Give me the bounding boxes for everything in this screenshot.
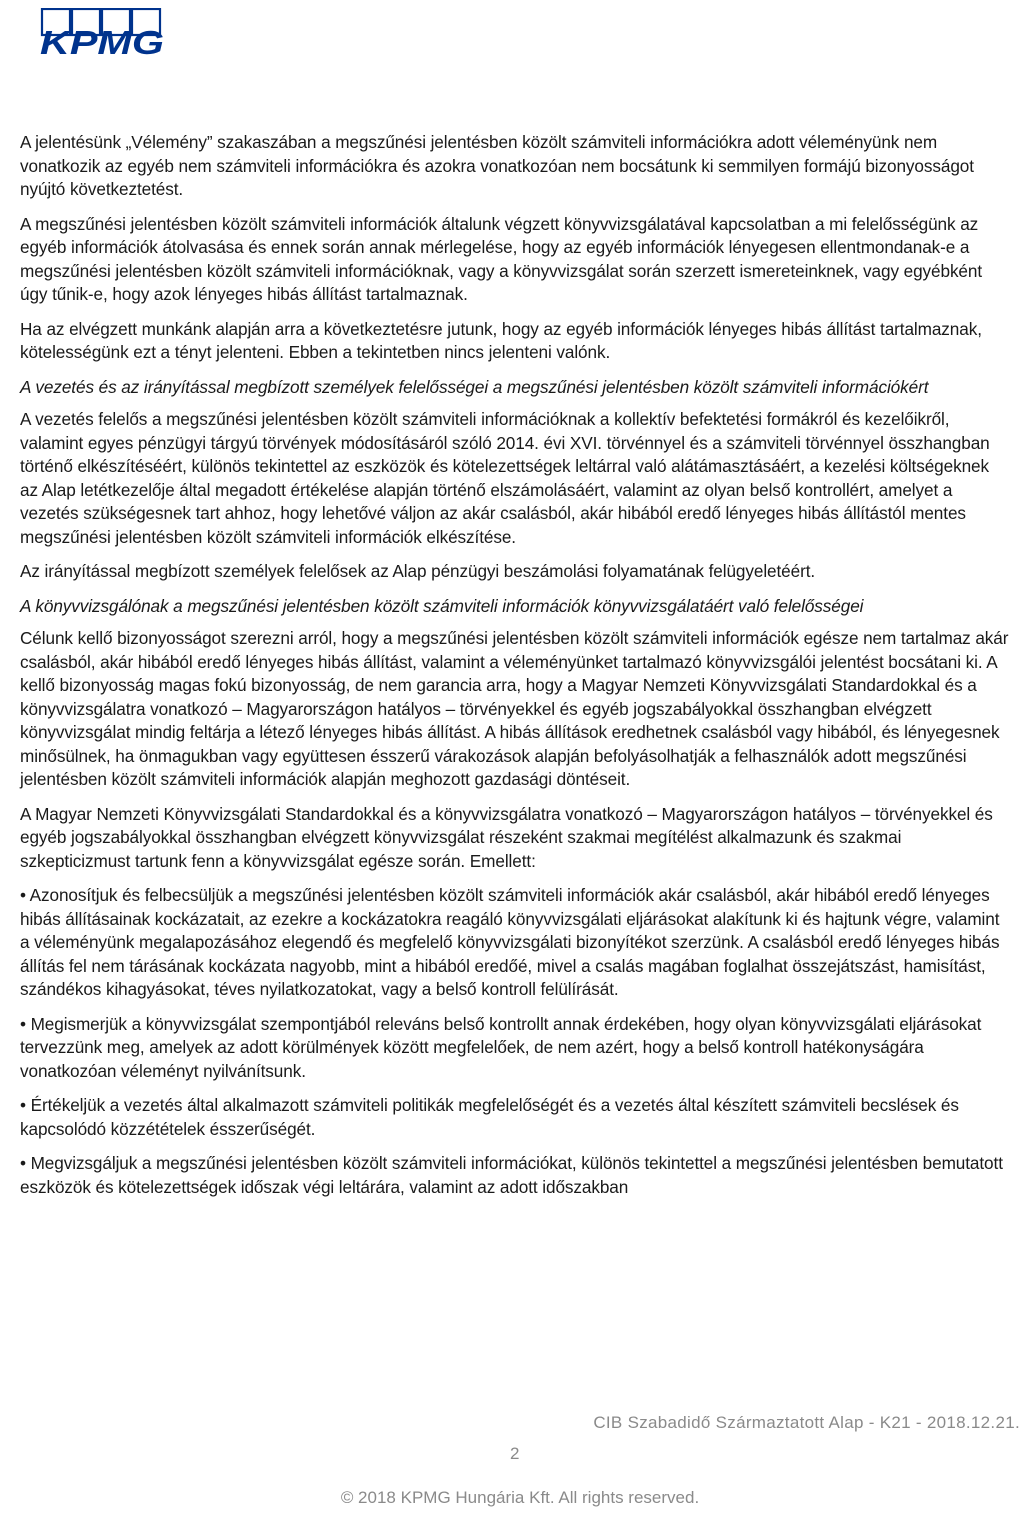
page-number: 2	[510, 1444, 520, 1463]
bullet-identify-risks: • Azonosítjuk és felbecsüljük a megszűnési jelentésben közölt számviteli információk akár csalásból, akár hibából eredő lényeges hibás állításainak kockázatait, az ezekre a kockázatokra reagáló könyvvizsgálati eljárásokat alakítunk ki és hajtunk végre, valamint a véleményünk megalapozásához elegendő és megfelelő könyvvizsgálati bizonyítékot szerzünk. A csalásból eredő lényeges hibás állítás fel nem tárásának kockázata nagyobb, mint a hibából eredőé, mivel a csalás magában foglalhat összejátszást, hamisítást, szándékos kihagyásokat, téves nyilatkozatokat, vagy a belső kontroll felülírását.	[20, 885, 1000, 999]
paragraph-management-responsibility: A vezetés felelős a megszűnési jelentésben közölt számviteli információknak a kollektív befektetési formákról és kezelőikről, valamint egyes pénzügyi tárgyú törvények módosításáról szóló 2014. évi XVI. törvénnyel és a számviteli törvénnyel összhangban történő elkészítéséért, különös tekintettel az eszközök és kötelezettségek leltárral való alátámasztásáért, a kezelési költségeknek az Alap letétkezelője által megadott értékelése alapján történő elszámolásáért, valamint az olyan belső kontrollért, amelyet a vezetés szükségesnek tart ahhoz, hogy lehetővé váljon az akár csalásból, akár hibából eredő lényeges hibás állítástól mentes megszűnési jelentésben közölt számviteli információk elkészítése.	[20, 409, 990, 547]
paragraph-professional-judgement: A Magyar Nemzeti Könyvvizsgálati Standardokkal és a könyvvizsgálatra vonatkozó – Magyarországon hatályos – törvényekkel és egyéb jogszabályokkal összhangban elvégzett könyvvizsgálat részeként szakmai megítélést alkalmazunk és szakmai szkepticizmust tartunk fenn a könyvvizsgálat egésze során. Emellett:	[20, 803, 993, 871]
document-reference: CIB Szabadidő Származtatott Alap - K21 - 2018.12.21.	[593, 1413, 1020, 1432]
bullet-examine-information: • Megvizsgáljuk a megszűnési jelentésben közölt számviteli információkat, különös tekintettel a megszűnési jelentésben bemutatott eszközök és kötelezettségek időszak végi leltárára, valamint az adott időszakban	[20, 1153, 1003, 1197]
kpmg-logo-graphic	[40, 8, 168, 58]
copyright-notice: © 2018 KPMG Hungária Kft. All rights reserved.	[340, 1488, 700, 1507]
paragraph-audit-objective: Célunk kellő bizonyosságot szerezni arról, hogy a megszűnési jelentésben közölt számviteli információk egésze nem tartalmaz akár csalásból, akár hibából eredő lényeges hibás állítást, valamint a véleményünket tartalmazó könyvvizsgálói jelentést bocsátani ki. A kellő bizonyosság magas fokú bizonyosság, de nem garancia arra, hogy a Magyar Nemzeti Könyvvizsgálati Standardokkal és a könyvvizsgálatra vonatkozó – Magyarországon hatályos – törvényekkel és egyéb jogszabályokkal összhangban elvégzett könyvvizsgálat mindig feltárja a létező lényeges hibás állítást. A hibás állítások eredhetnek csalásból vagy hibából, és lényegesnek minősülnek, ha önmagukban vagy együttesen ésszerű várakozások alapján befolyásolhatják a felhasználók adott megszűnési jelentésben közölt számviteli információk alapján meghozott gazdasági döntéseit.	[20, 628, 1009, 789]
paragraph-our-responsibility: A megszűnési jelentésben közölt számviteli információk általunk végzett könyvvizsgálatával kapcsolatban a mi felelősségünk az egyéb információk átolvasása és ennek során annak mérlegelése, hogy az egyéb információk lényegesen ellentmondanak-e a megszűnési jelentésben közölt számviteli információknak, vagy a könyvvizsgálat során szerzett ismereteinknek, vagy egyébként úgy tűnik-e, hogy azok lényeges hibás állítást tartalmaznak.	[20, 213, 983, 304]
paragraph-reporting-duty: Ha az elvégzett munkánk alapján arra a következtetésre jutunk, hogy az egyéb információk lényeges hibás állítást tartalmaznak, kötelességünk ezt a tényt jelenteni. Ebben a tekintetben nincs jelenteni valónk.	[20, 318, 982, 362]
bullet-internal-control: • Megismerjük a könyvvizsgálat szempontjából releváns belső kontrollt annak érdekében, hogy olyan könyvvizsgálati eljárásokat tervezzünk meg, amelyek az adott körülmények között megfelelőek, de nem azért, hogy a belső kontroll hatékonyságára vonatkozóan véleményt nyilvánítsunk.	[20, 1013, 982, 1081]
heading-auditor-responsibilities: A könyvvizsgálónak a megszűnési jelentésben közölt számviteli információk könyvvizsgálatáért való felelősségei	[20, 595, 864, 616]
bullet-accounting-policies: • Értékeljük a vezetés által alkalmazott számviteli politikák megfelelőségét és a vezetés által készített számviteli becslések és kapcsolódó közzétételek ésszerűségét.	[20, 1095, 959, 1139]
report-body	[20, 131, 1010, 1210]
heading-management-responsibilities: A vezetés és az irányítással megbízott személyek felelősségei a megszűnési jelentésben közölt számviteli információkért	[20, 376, 929, 397]
paragraph-other-info-scope: A jelentésünk „Vélemény” szakaszában a megszűnési jelentésben közölt számviteli információkra adott véleményünk nem vonatkozik az egyéb nem számviteli információkra és azokra vonatkozóan nem bocsátunk ki semmilyen formájú bizonyosságot nyújtó következtetést.	[20, 132, 974, 199]
paragraph-governance-responsibility: Az irányítással megbízott személyek felelősek az Alap pénzügyi beszámolási folyamatának felügyeletéért.	[20, 561, 816, 581]
kpmg-logo	[40, 8, 168, 58]
svg-text:KPMG: KPMG	[40, 24, 164, 58]
